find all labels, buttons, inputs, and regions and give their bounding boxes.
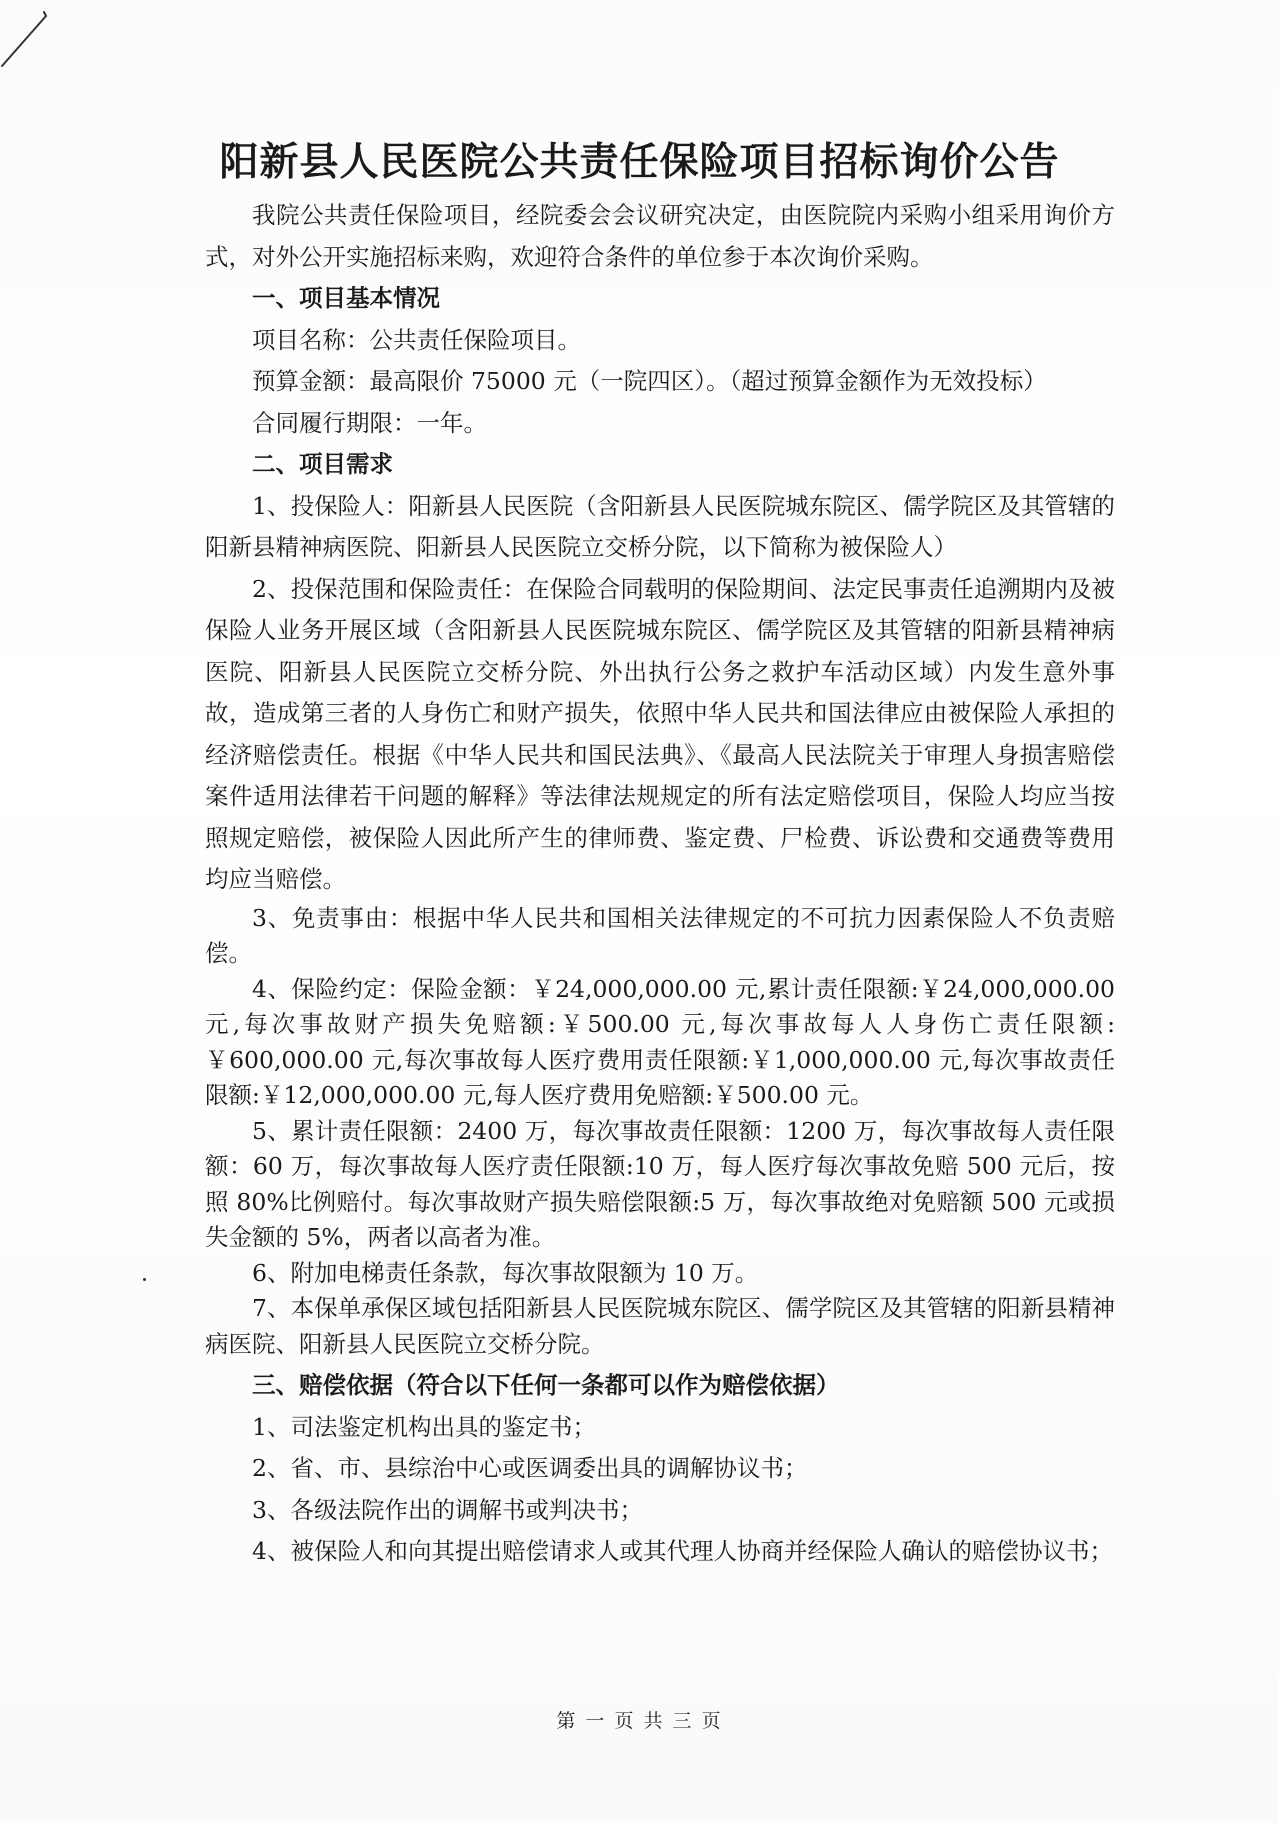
basis-item-3: 3、各级法院作出的调解书或判决书； bbox=[252, 1495, 643, 1524]
intro-paragraph: 我院公共责任保险项目，经院委会会议研究决定，由医院院内采购小组采用询价方式，对外公开实施招标来购，欢迎符合条件的单位参于本次询价采购。 bbox=[205, 201, 1115, 271]
basis-item-4: 4、被保险人和向其提出赔偿请求人或其代理人协商并经保险人确认的赔偿协议书； bbox=[252, 1537, 1113, 1565]
requirement-item-3: 3、免责事由：根据中华人民共和国相关法律规定的不可抗力因素保险人不负责赔偿。 bbox=[205, 903, 1115, 967]
document-body bbox=[205, 195, 1115, 1573]
basis-item-2: 2、省、市、县综治中心或医调委出具的调解协议书； bbox=[252, 1454, 808, 1482]
page-number-footer: 第 一 页 共 三 页 bbox=[556, 1710, 723, 1732]
scan-speck bbox=[143, 1278, 146, 1281]
section-heading-requirements: 二、项目需求 bbox=[252, 450, 393, 478]
contract-term-line: 合同履行期限：一年。 bbox=[252, 408, 487, 437]
requirement-item-5: 5、累计责任限额：2400 万，每次事故责任限额：1200 万，每次事故每人责任限额：60 万，每次事故每人医疗责任限额:10 万，每人医疗每次事故免赔 500 元后，按照 80%比例赔付。每次事故财产损失赔偿限额:5 万，每次事故绝对免赔额 500 元或损失金额的 5%，两者以高者为准。 bbox=[205, 1116, 1115, 1251]
project-name-line: 项目名称：公共责任保险项目。 bbox=[252, 325, 581, 354]
requirement-item-1: 1、投保险人：阳新县人民医院（含阳新县人民医院城东院区、儒学院区及其管辖的阳新县精神病医院、阳新县人民医院立交桥分院，以下简称为被保险人） bbox=[205, 491, 1115, 561]
requirement-item-7: 7、本保单承保区域包括阳新县人民医院城东院区、儒学院区及其管辖的阳新县精神病医院、阳新县人民医院立交桥分院。 bbox=[205, 1294, 1115, 1358]
requirement-item-6: 6、附加电梯责任条款，每次事故限额为 10 万。 bbox=[252, 1258, 759, 1287]
document-title: 阳新县人民医院公共责任保险项目招标询价公告 bbox=[219, 139, 1060, 185]
requirement-item-4: 4、保险约定：保险金额：￥24,000,000.00 元,累计责任限额:￥24,000,000.00 元,每次事故财产损失免赔额:￥500.00 元,每次事故每人人身伤亡责任限额:￥600,000.00 元,每次事故每人医疗费用责任限额:￥1,000,000.00 元,每次事故责任限额:￥12,000,000.00 元,每人医疗费用免赔额:￥500.00 元。 bbox=[205, 974, 1115, 1109]
budget-line: 预算金额：最高限价 75000 元（一院四区）。（超过预算金额作为无效投标） bbox=[252, 367, 1047, 395]
section-heading-compensation-basis: 三、赔偿依据（符合以下任何一条都可以作为赔偿依据） bbox=[252, 1371, 840, 1399]
basis-item-1: 1、司法鉴定机构出具的鉴定书； bbox=[252, 1412, 596, 1441]
requirement-item-2: 2、投保范围和保险责任：在保险合同载明的保险期间、法定民事责任追溯期内及被保险人业务开展区域（含阳新县人民医院城东院区、儒学院区及其管辖的阳新县精神病医院、阳新县人民医院立交桥分院、外出执行公务之救护车活动区域）内发生意外事故，造成第三者的人身伤亡和财产损失，依照中华人民共和国法律应由被保险人承担的经济赔偿责任。根据《中华人民共和国民法典》、《最高人民法院关于审理人身损害赔偿案件适用法律若干问题的解释》等法律法规规定的所有法定赔偿项目，保险人均应当按照规定赔偿，被保险人因此所产生的律师费、鉴定费、尸检费、诉讼费和交通费等费用均应当赔偿。 bbox=[205, 574, 1115, 893]
section-heading-basic-info: 一、项目基本情况 bbox=[252, 284, 440, 312]
pen-stroke-mark bbox=[0, 0, 60, 70]
